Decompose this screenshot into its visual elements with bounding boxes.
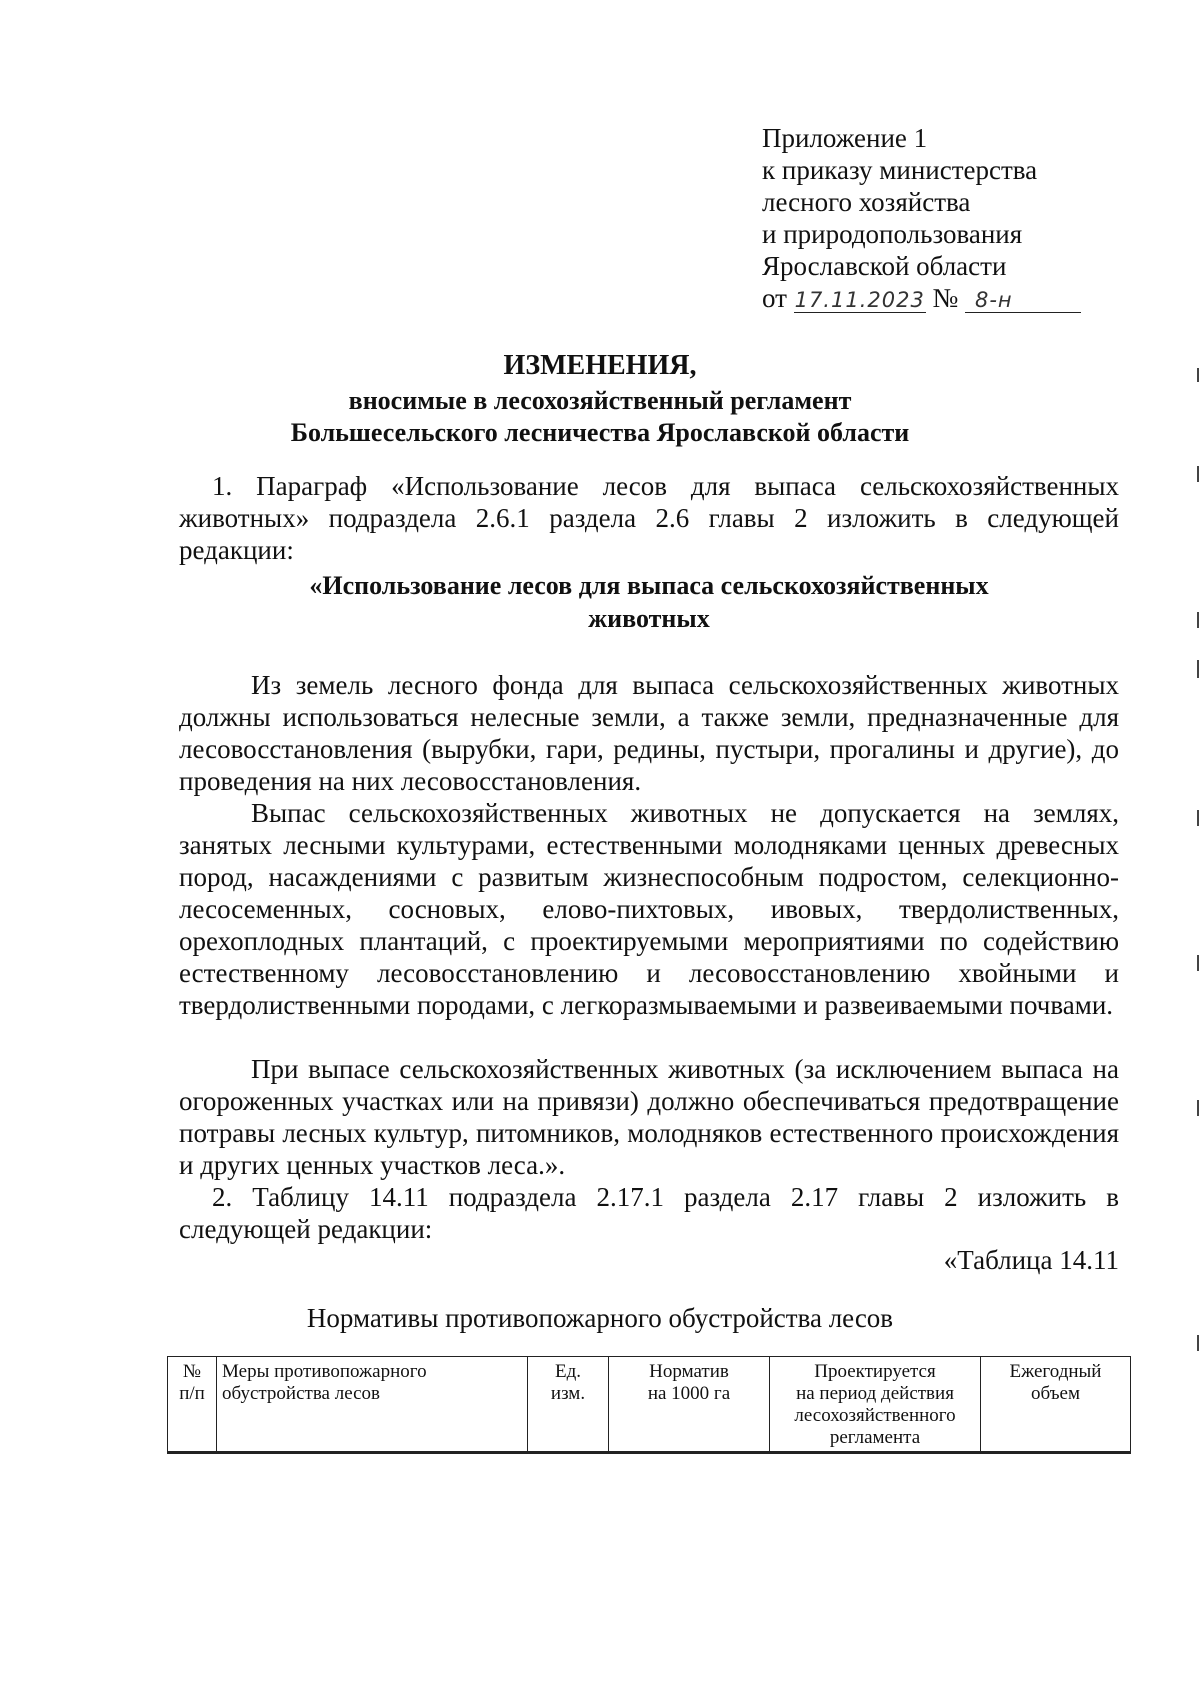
handwritten-date: 17.11.2023 <box>794 288 925 312</box>
paragraph: При выпасе сельскохозяйственных животных (за исключением выпаса на огороженных участках или на привязи) должно обеспечиваться предотвращение потравы лесных культур, питомников, молодняков естественного происхождения и других ценных участков леса.». <box>179 1054 1119 1180</box>
date-field <box>794 286 926 313</box>
document-subtitle: Большесельского лесничества Ярославской области <box>290 418 910 447</box>
header-text: Норматив <box>649 1361 729 1382</box>
paragraph: Из земель лесного фонда для выпаса сельскохозяйственных животных должны использоваться нелесные земли, а также земли, предназначенные для лесовосстановления (вырубки, гари, редины, пустыри, прогалины и другие), до проведения на них лесовосстановления. <box>179 670 1119 796</box>
approval-line: Приложение 1 <box>762 123 928 153</box>
header-text: Ежегодный <box>1009 1361 1102 1382</box>
approval-block <box>762 122 1142 314</box>
header-text: п/п <box>179 1383 205 1404</box>
header-text: № <box>182 1361 202 1382</box>
table-title: Нормативы противопожарного обустройства лесов <box>306 1303 894 1333</box>
section-title-line: «Использование лесов для выпаса сельскохозяйственных <box>309 571 989 600</box>
approval-line: к приказу министерства <box>762 155 1038 185</box>
scan-mark <box>1197 368 1199 382</box>
scan-margin-marks <box>1192 0 1200 1697</box>
approval-date-number <box>762 282 1142 314</box>
scan-mark <box>1197 1335 1199 1351</box>
paragraph: Выпас сельскохозяйственных животных не допускается на землях, занятых лесными культурами, естественными молодняками ценных древесных пород, насаждениями с развитым жизнеспособным подростом, селекционно-лесосеменных, сосновых, елово-пихтовых, ивовых, твердолиственных, орехоплодных плантаций, с проектируемыми мероприятиями по содействию естественному лесовосстановлению и лесовосстановлению хвойными и твердолиственными породами, с легкоразмываемыми и развеиваемыми почвами. <box>179 798 1119 1020</box>
header-cell-annual <box>981 1357 1131 1453</box>
scan-mark <box>1197 466 1199 482</box>
header-cell-unit <box>528 1357 609 1453</box>
header-cell-number <box>168 1357 217 1453</box>
header-cell-measures <box>217 1357 528 1453</box>
header-text: изм. <box>550 1383 586 1404</box>
header-text: на период действия <box>796 1383 954 1404</box>
header-text: Ед. <box>554 1361 582 1382</box>
header-text: обустройства лесов <box>222 1383 381 1404</box>
header-text: лесохозяйственного <box>794 1405 956 1426</box>
header-text: на 1000 га <box>647 1383 731 1404</box>
header-text: Проектируется <box>814 1361 936 1382</box>
approval-line: лесного хозяйства <box>762 187 971 217</box>
section-title-line: животных <box>588 604 710 633</box>
scan-mark <box>1197 660 1199 678</box>
table-label: «Таблица 14.11 <box>943 1245 1119 1275</box>
item-1-text: 1. Параграф «Использование лесов для выпаса сельскохозяйственных животных» подраздела 2.6.1 раздела 2.6 главы 2 изложить в следующей редакции: <box>179 471 1119 565</box>
header-text: Меры противопожарного <box>222 1361 427 1382</box>
handwritten-number: 8-н <box>974 288 1013 312</box>
header-cell-norm <box>609 1357 770 1453</box>
header-text: объем <box>1031 1383 1080 1404</box>
document-subtitle: вносимые в лесохозяйственный регламент <box>348 386 852 415</box>
approval-line: и природопользования <box>762 219 1023 249</box>
number-label: № <box>932 283 959 313</box>
item-2-text: 2. Таблицу 14.11 подраздела 2.17.1 раздела 2.17 главы 2 изложить в следующей редакции: <box>179 1182 1119 1244</box>
header-text: регламента <box>829 1427 921 1448</box>
scan-mark <box>1197 612 1199 628</box>
norms-table <box>167 1356 1131 1454</box>
from-label: от <box>762 283 787 313</box>
number-field <box>965 286 1081 313</box>
scan-mark <box>1197 1100 1199 1116</box>
approval-line: Ярославской области <box>762 251 1007 281</box>
header-cell-planned <box>770 1357 981 1453</box>
document-title: ИЗМЕНЕНИЯ, <box>503 350 697 381</box>
scan-mark <box>1197 810 1199 826</box>
scan-mark <box>1197 955 1199 971</box>
table-header-row <box>168 1357 1131 1453</box>
